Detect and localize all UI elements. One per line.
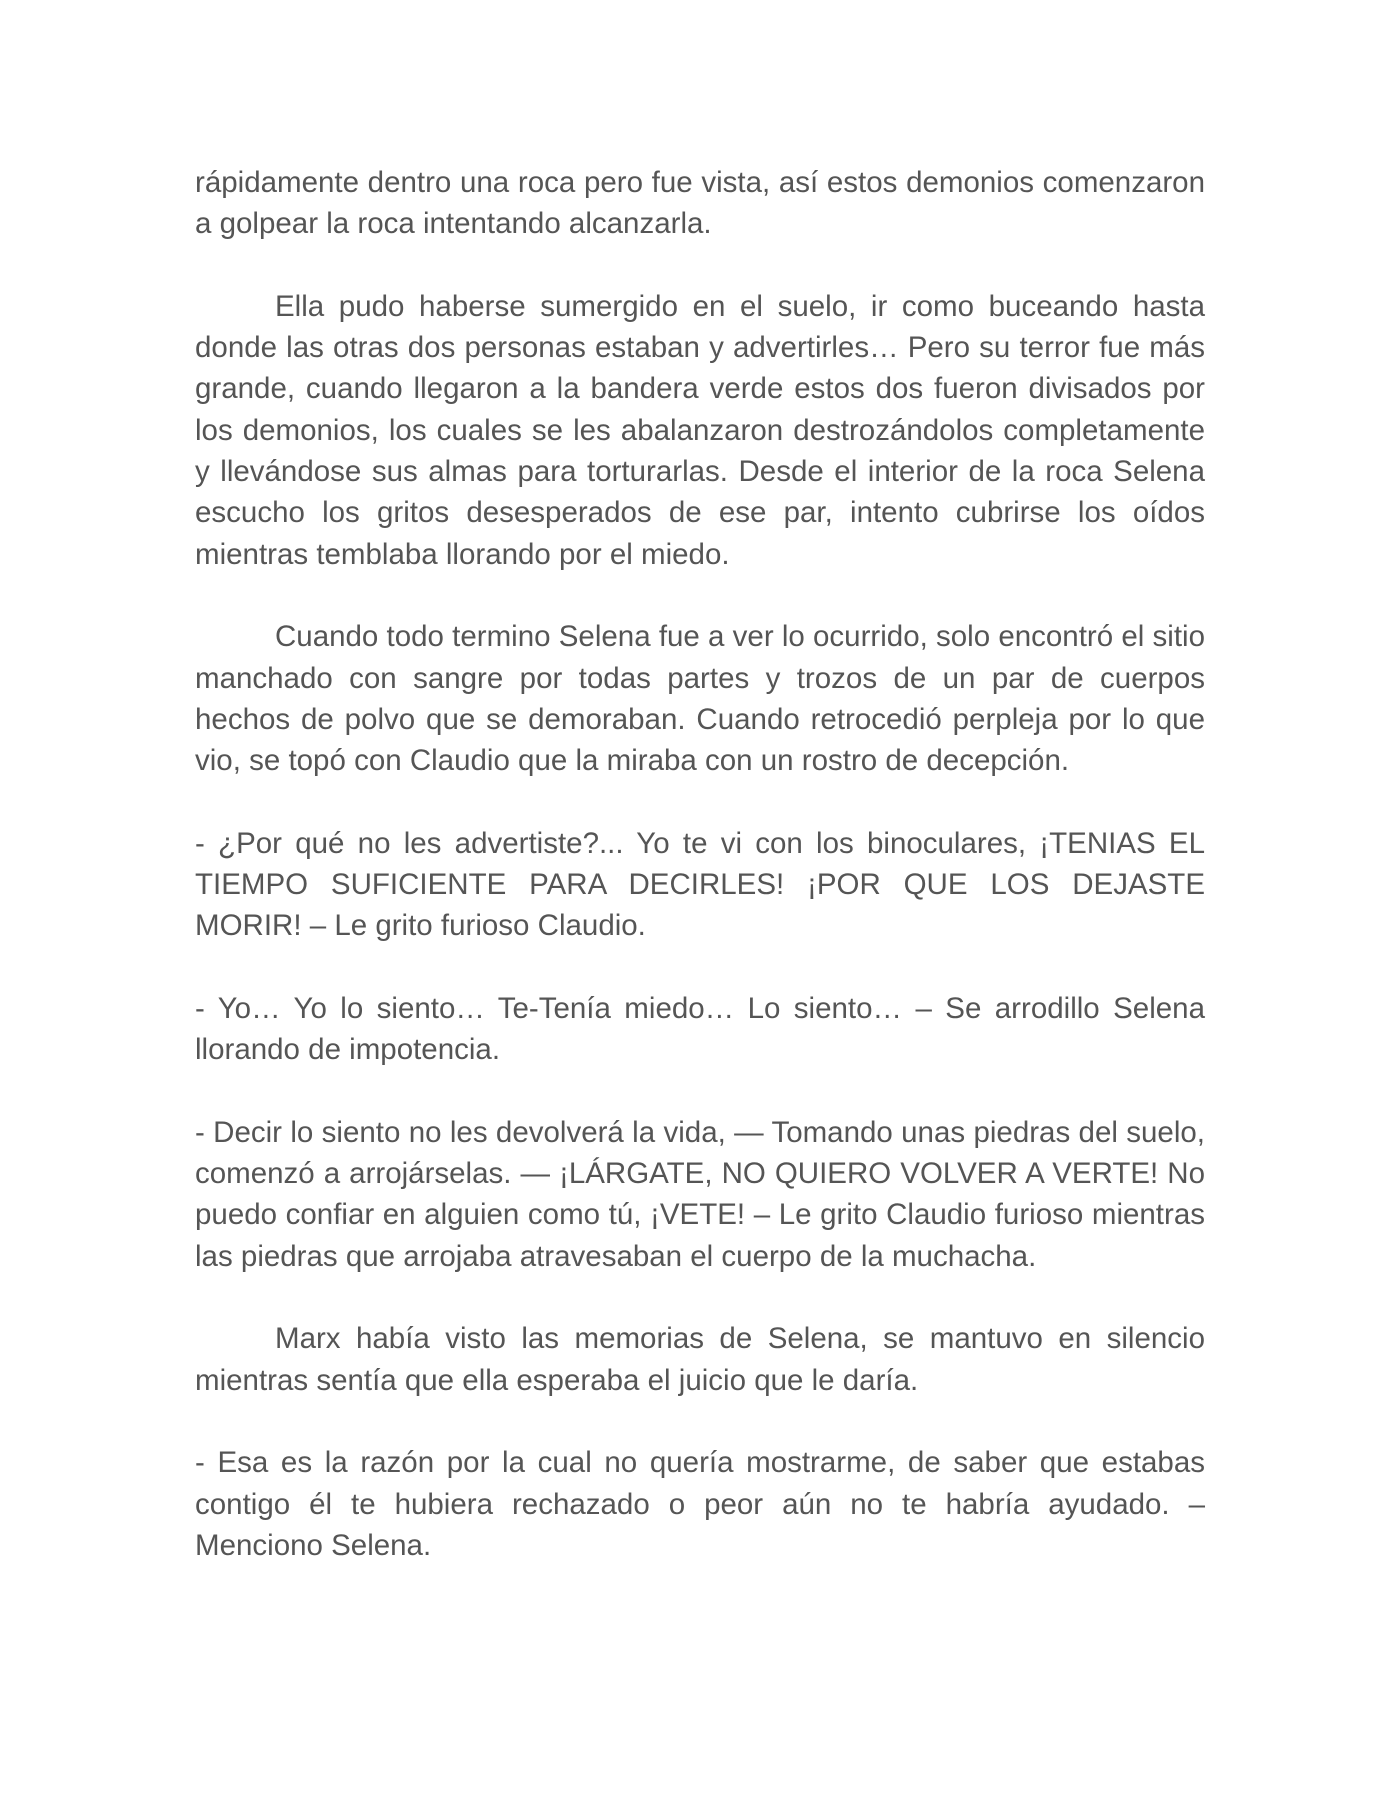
paragraph: rápidamente dentro una roca pero fue vista, así estos demonios comenzaron a golpear la roca intentando alcanzarla. xyxy=(195,166,1205,241)
paragraph: Marx había visto las memorias de Selena, se mantuvo en silencio mientras sentía que ella esperaba el juicio que le daría. xyxy=(195,1322,1205,1397)
dialogue-paragraph: - Yo… Yo lo siento… Te-Tenía miedo… Lo siento… – Se arrodillo Selena llorando de impotencia. xyxy=(195,991,1205,1067)
dialogue-paragraph: - ¿Por qué no les advertiste?... Yo te vi con los binoculares, ¡TENIAS EL TIEMPO SUFICIENTE PARA DECIRLES! ¡POR QUE LOS DEJASTE MORIR! – Le grito furioso Claudio. xyxy=(195,826,1205,943)
dialogue-paragraph: - Esa es la razón por la cual no quería mostrarme, de saber que estabas contigo él te hubiera rechazado o peor aún no te habría ayudado. – Menciono Selena. xyxy=(195,1446,1205,1562)
paragraph: Cuando todo termino Selena fue a ver lo ocurrido, solo encontró el sitio manchado con sangre por todas partes y trozos de un par de cuerpos hechos de polvo que se demoraban. Cuando retrocedió perpleja por lo que vio, se topó con Claudio que la miraba con un rostro de decepción. xyxy=(195,620,1205,778)
paragraph: Ella pudo haberse sumergido en el suelo, ir como buceando hasta donde las otras dos personas estaban y advertirles… Pero su terror fue más grande, cuando llegaron a la bandera verde estos dos fueron divisados por los demonios, los cuales se les abalanzaron destrozándolos completamente y llevándose sus almas para torturarlas. Desde el interior de la roca Selena escucho los gritos desesperados de ese par, intento cubrirse los oídos mientras temblaba llorando por el miedo. xyxy=(195,289,1205,571)
dialogue-paragraph: - Decir lo siento no les devolverá la vida, — Tomando unas piedras del suelo, comenzó a arrojárselas. — ¡LÁRGATE, NO QUIERO VOLVER A VERTE! No puedo confiar en alguien como tú, ¡VETE! – Le grito Claudio furioso mientras las piedras que arrojaba atravesaban el cuerpo de la muchacha. xyxy=(195,1115,1205,1273)
document-body xyxy=(195,162,1205,1566)
